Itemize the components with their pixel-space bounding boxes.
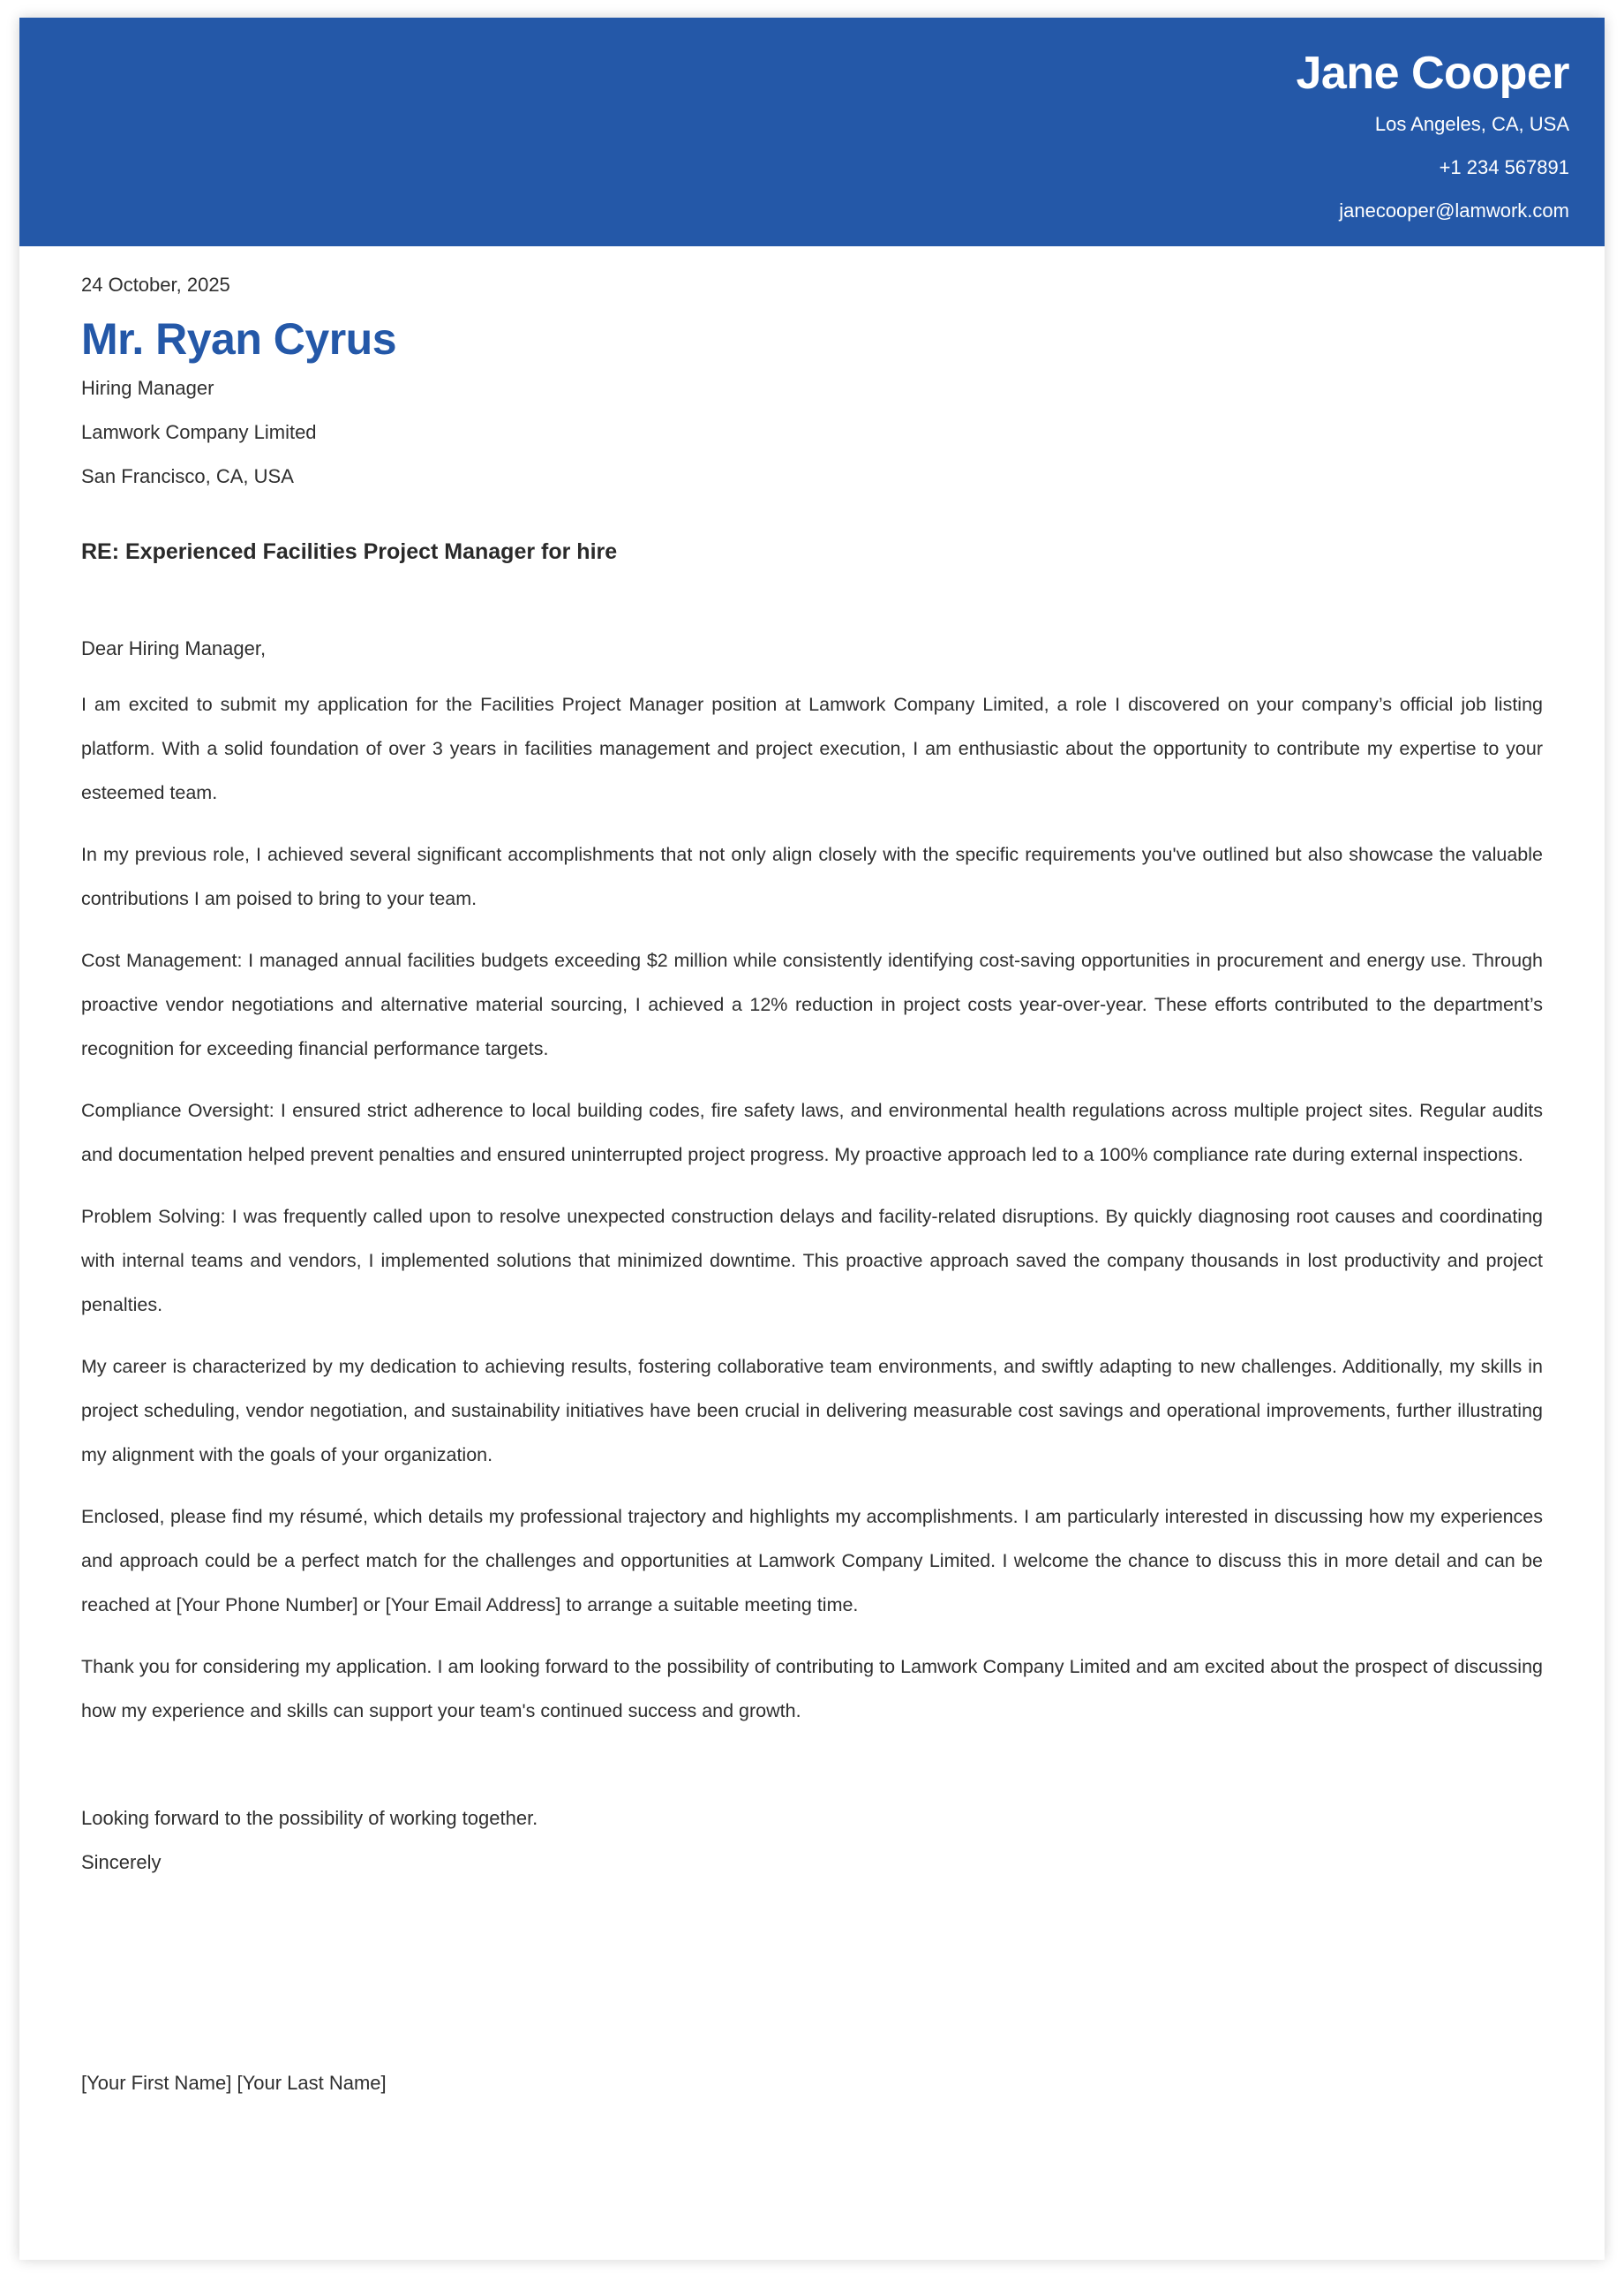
letter-date: 24 October, 2025 [81,274,230,296]
recipient-title: Hiring Manager [81,377,214,399]
sender-name: Jane Cooper [1296,48,1569,99]
paragraph-cost-management: Cost Management: I managed annual facilities budgets exceeding $2 million while consistently identifying cost-saving opportunities in procurement and energy use. Through proactive vendor negotiations and alternative material sourcing, I achieved a 12% reduction in project costs year-over-year. These efforts contributed to the department’s recognition for exceeding financial performance targets. [81,950,1543,1059]
signature-name: [Your First Name] [Your Last Name] [81,2072,387,2094]
recipient-company: Lamwork Company Limited [81,421,317,443]
letter-header [19,18,1605,246]
recipient-location: San Francisco, CA, USA [81,465,294,487]
paragraph-intro: I am excited to submit my application for the Facilities Project Manager position at Lamwork Company Limited, a role I discovered on your company’s official job listing platform. With a solid foundation of over 3 years in facilities management and project execution, I am enthusiastic about the opportunity to contribute my expertise to your esteemed team. [81,694,1543,803]
paragraph-problem-solving: Problem Solving: I was frequently called upon to resolve unexpected construction delays and facility-related disruptions. By quickly diagnosing root causes and coordinating with internal teams and vendors, I implemented solutions that minimized downtime. This proactive approach saved the company thousands in lost productivity and project penalties. [81,1206,1543,1315]
paragraph-career: My career is characterized by my dedication to achieving results, fostering collaborative team environments, and swiftly adapting to new challenges. Additionally, my skills in project scheduling, vendor negotiation, and sustainability initiatives have been crucial in delivering measurable cost savings and operational improvements, further illustrating my alignment with the goals of your organization. [81,1356,1543,1465]
sender-location: Los Angeles, CA, USA [1374,113,1569,135]
recipient-name: Mr. Ryan Cyrus [81,314,397,364]
paragraph-enclosed: Enclosed, please find my résumé, which details my professional trajectory and highlights my accomplishments. I am particularly interested in discussing how my experiences and approach could be a perfect match for the challenges and opportunities at Lamwork Company Limited. I welcome the chance to discuss this in more detail and can be reached at [Your Phone Number] or [Your Email Address] to arrange a suitable meeting time. [81,1506,1543,1615]
sender-phone: +1 234 567891 [1439,156,1569,178]
letter-body [81,269,1543,2105]
letter-greeting: Dear Hiring Manager, [81,637,267,659]
paragraph-compliance: Compliance Oversight: I ensured strict adherence to local building codes, fire safety laws, and environmental health regulations across multiple project sites. Regular audits and documentation helped prevent penalties and ensured uninterrupted project progress. My proactive approach led to a 100% compliance rate during external inspections. [81,1100,1543,1165]
letter-page [19,18,1605,2260]
sender-email: janecooper@lamwork.com [1339,199,1569,222]
paragraph-thanks: Thank you for considering my application. I am looking forward to the possibility of contributing to Lamwork Company Limited and am excited about the prospect of discussing how my experience and skills can support your team's continued success and growth. [81,1656,1543,1721]
sign-off: Sincerely [81,1851,162,1873]
paragraph-accomplishments: In my previous role, I achieved several significant accomplishments that not only align closely with the specific requirements you've outlined but also showcase the valuable contributions I am poised to bring to your team. [81,844,1543,909]
sender-block [1297,44,1569,232]
letter-subject: RE: Experienced Facilities Project Manager for hire [81,539,618,564]
closing-line: Looking forward to the possibility of working together. [81,1807,538,1829]
